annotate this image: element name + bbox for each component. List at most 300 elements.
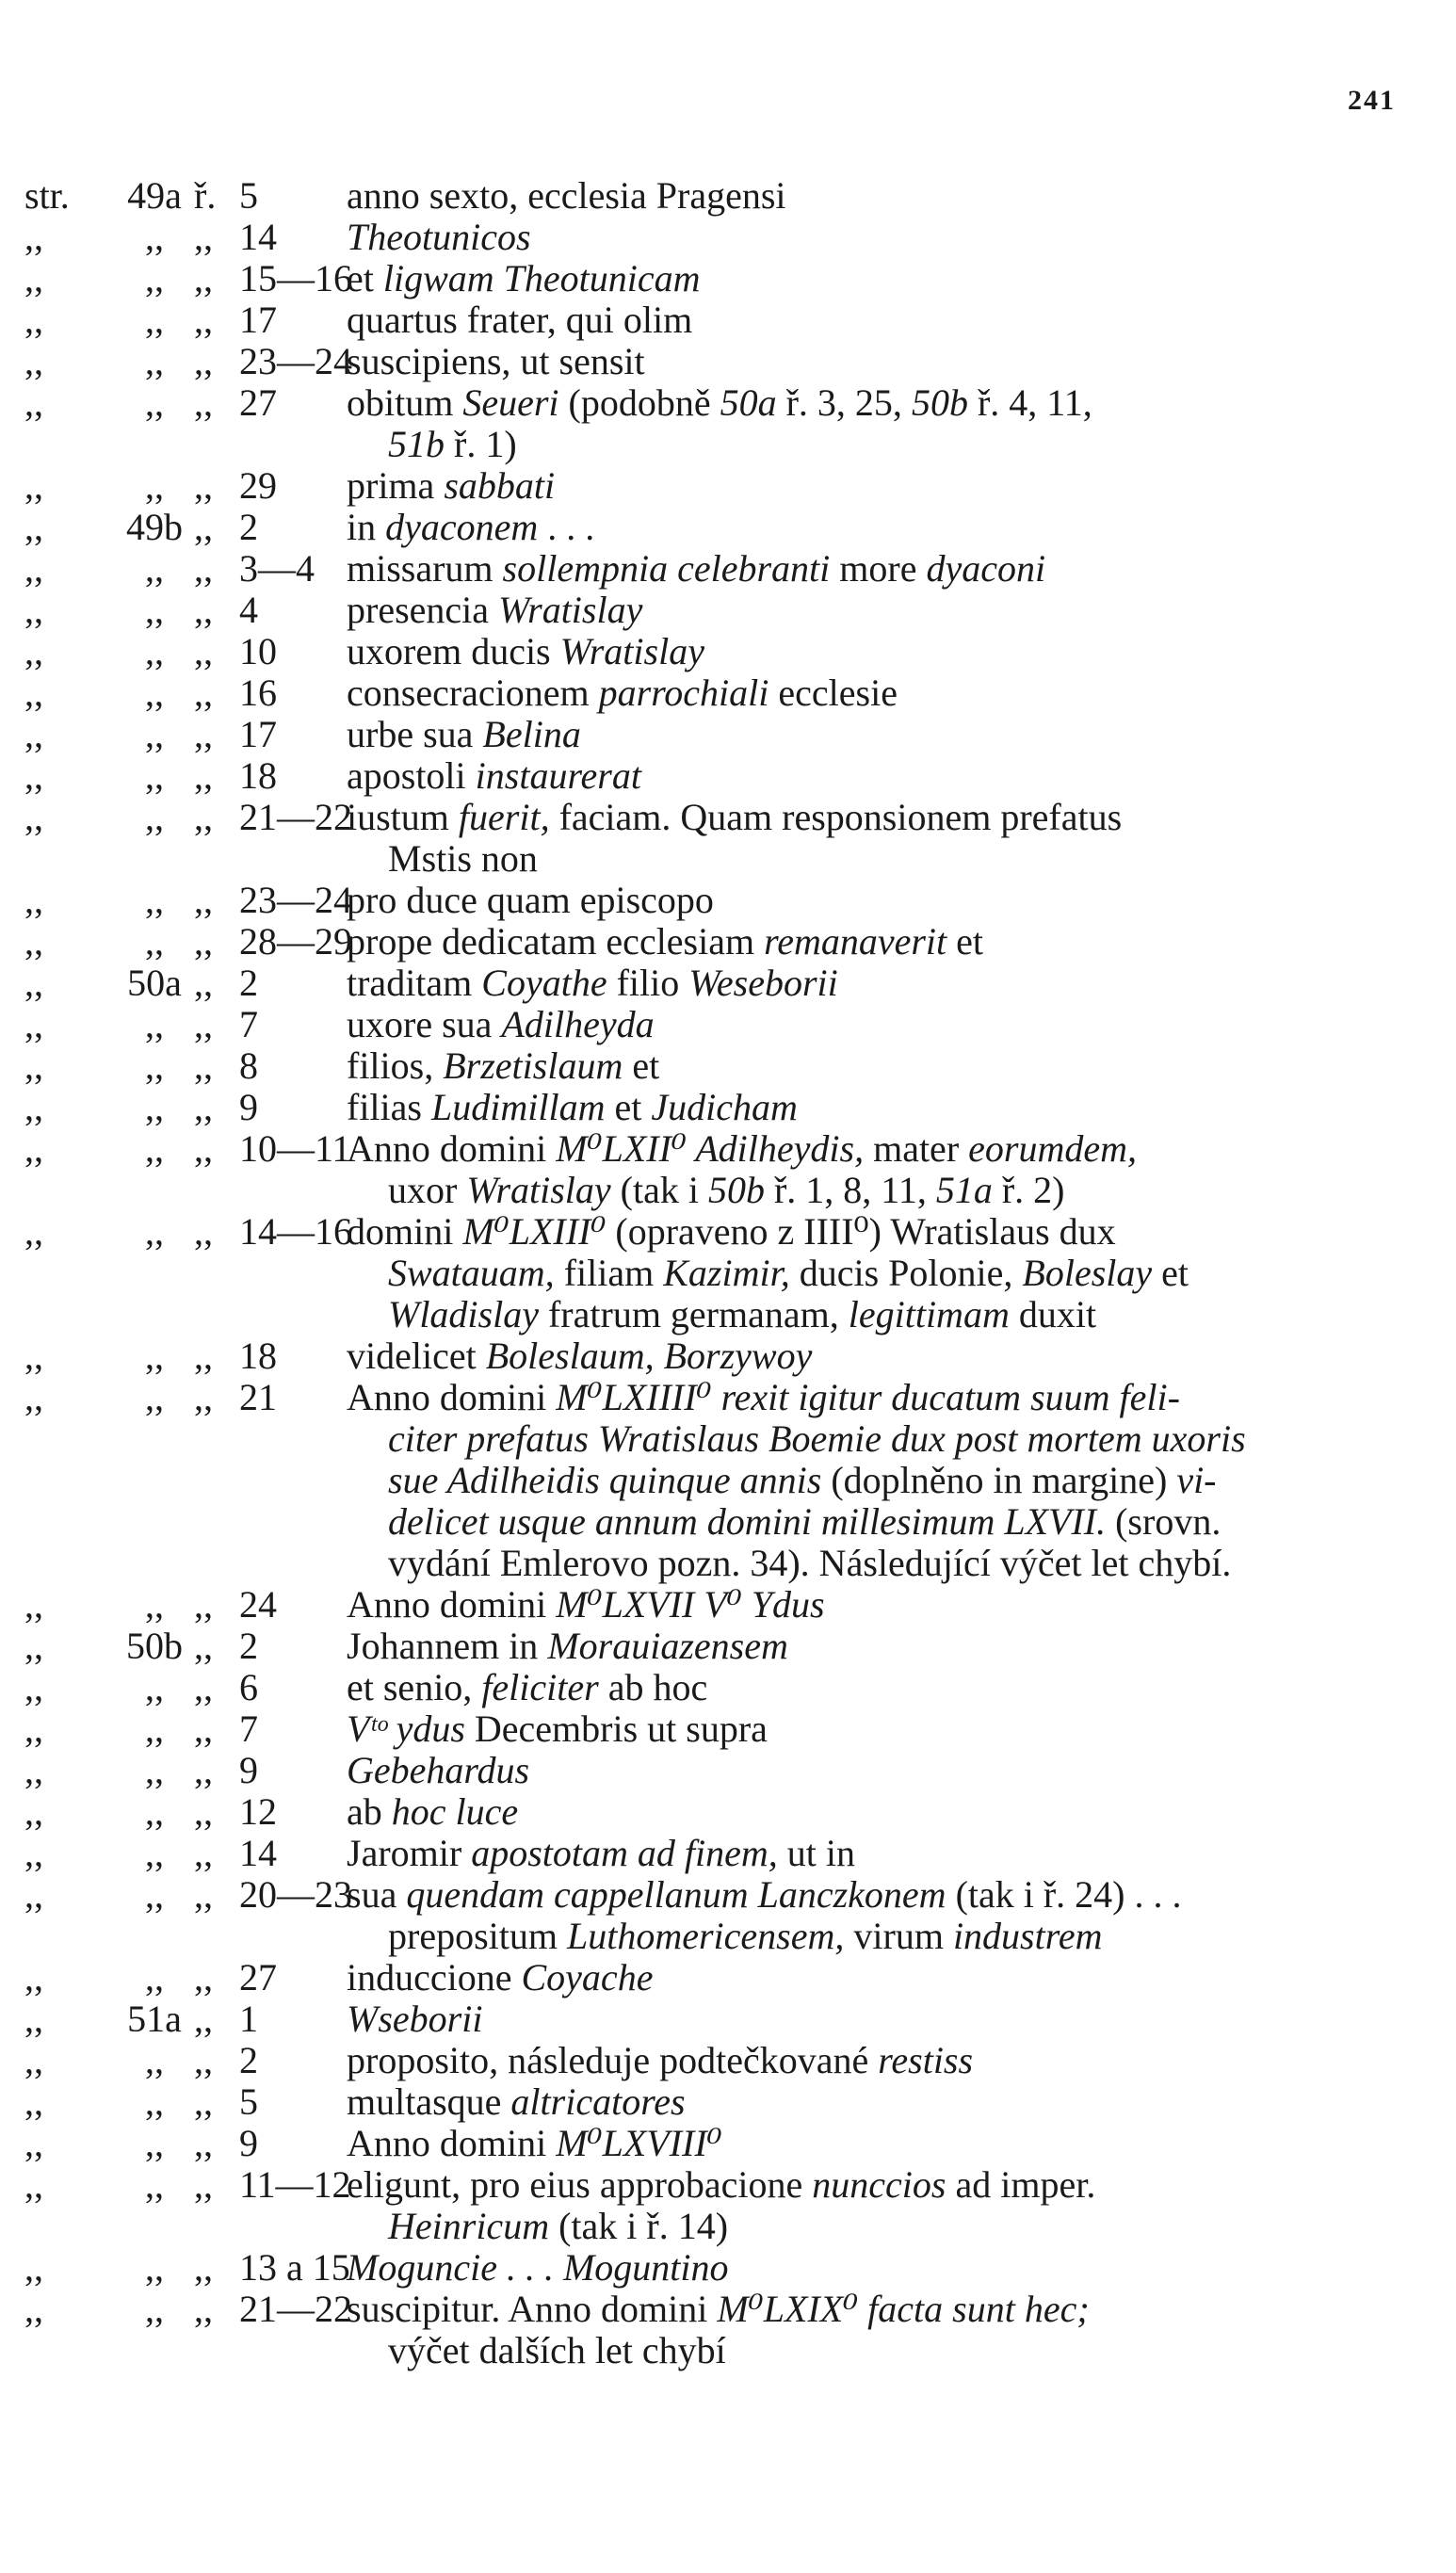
italic-text: Brzetislaum [443,1044,623,1087]
ref-page: ,, [145,630,164,672]
entry-text [347,1750,1401,1791]
italic-text: apostotam ad finem, [471,1832,778,1874]
ref-prefix: ,, [24,672,43,714]
ref-page: ,, [145,713,164,755]
ref-prefix: ,, [24,340,43,382]
ref-row-abbrev: ,, [194,340,213,382]
italic-text: delicet usque annum domini millesimum LXVII. [388,1500,1107,1543]
ref-line: 2 [239,506,258,548]
ref-page: ,, [145,1749,164,1791]
italic-text: 51a [935,1169,993,1211]
ref-page: ,, [145,257,164,299]
errata-entry [24,963,1401,1004]
text-segment: filiam [554,1252,664,1294]
italic-text: Seueri [462,381,559,424]
ref-prefix: ,, [24,1583,43,1626]
errata-entry [24,1335,1401,1377]
text-segment: Decembris ut supra [464,1707,768,1750]
italic-text: quendam cappellanum Lanczkonem [406,1873,946,1916]
italic-text: restiss [878,2039,974,2081]
text-segment: suscipiens, ut sensit [347,340,645,382]
ref-prefix: ,, [24,2163,43,2206]
ref-line: 13 a 15 [239,2246,350,2289]
ref-page: ,, [145,2122,164,2164]
italic-text: 51b [388,423,445,465]
text-segment: vydání Emlerovo pozn. 34). Následující výčet let chybí. [388,1542,1232,1584]
ref-row-abbrev: ,, [194,1044,213,1087]
ref-prefix: ,, [24,216,43,258]
italic-text: Moguncie . . . Moguntino [347,2246,729,2289]
ref-page: ,, [145,1707,164,1750]
errata-entry [24,880,1401,921]
ref-page: 49a [127,174,182,217]
text-segment: ad imper. [946,2163,1096,2206]
errata-entry [24,382,1401,465]
ref-page: ,, [145,920,164,963]
ref-row-abbrev: ,, [194,1873,213,1916]
text-segment: ř. 1, 8, 11, [764,1169,936,1211]
text-segment: (opraveno z IIII⁰) Wratislaus dux [606,1210,1116,1253]
text-segment: anno sexto, ecclesia Pragensi [347,174,786,217]
italic-text: M⁰LXII⁰ Adilheydis, [556,1127,865,1170]
entry-text [347,714,1401,755]
errata-entry [24,2040,1401,2081]
ref-line: 21 [239,1376,277,1418]
entry-continuation [347,1543,1401,1584]
ref-page: ,, [145,464,164,507]
ref-page: ,, [145,1832,164,1874]
entry-continuation [347,1916,1401,1957]
ref-row-abbrev: ,, [194,1956,213,1999]
errata-entry [24,2081,1401,2123]
errata-entry [24,590,1401,631]
ref-line: 17 [239,713,277,755]
ref-prefix: ,, [24,1210,43,1253]
ref-page: ,, [145,589,164,631]
entry-text [347,755,1401,797]
ref-prefix: ,, [24,2122,43,2164]
text-segment: Johannem in [347,1625,548,1667]
ref-row-abbrev: ,, [194,464,213,507]
italic-text: nunccios [812,2163,946,2206]
ref-line: 16 [239,672,277,714]
text-segment: Jaromir [347,1832,472,1874]
entry-text [347,382,1401,465]
ref-row-abbrev: ,, [194,1707,213,1750]
italic-text: 50a [720,381,777,424]
entry-text [347,1128,1401,1211]
ref-page: 51a [127,1998,182,2040]
text-segment: (tak i ř. 24) . . . [946,1873,1182,1916]
ref-prefix: ,, [24,2246,43,2289]
italic-text: Boleslaum, Borzywoy [485,1335,813,1377]
entry-continuation [347,2206,1401,2247]
italic-text: hoc luce [391,1790,519,1833]
italic-text: Heinricum [388,2205,550,2247]
ref-row-abbrev: ,, [194,2039,213,2081]
ref-page: ,, [145,1335,164,1377]
errata-entry [24,1087,1401,1128]
ref-row-abbrev: ,, [194,1086,213,1128]
entry-text [347,631,1401,672]
ref-row-abbrev: ,, [194,754,213,797]
entry-text [347,590,1401,631]
italic-text: Judicham [651,1086,798,1128]
ref-page: ,, [145,1873,164,1916]
entry-text [347,1087,1401,1128]
ref-prefix: ,, [24,464,43,507]
ref-line: 2 [239,962,258,1004]
entry-text [347,2123,1401,2164]
errata-entry [24,507,1401,548]
text-segment: et [623,1044,660,1087]
text-segment: traditam [347,962,482,1004]
ref-row-abbrev: ,, [194,299,213,341]
errata-entry [24,2123,1401,2164]
ref-row-abbrev: ,, [194,216,213,258]
errata-entry [24,1211,1401,1335]
errata-entry [24,1833,1401,1874]
ref-prefix: ,, [24,713,43,755]
ref-line: 27 [239,381,277,424]
ref-line: 9 [239,1749,258,1791]
ref-line: 17 [239,299,277,341]
text-segment: . . . [538,506,595,548]
text-segment: ř. 4, 11, [967,381,1092,424]
ref-row-abbrev: ,, [194,1210,213,1253]
errata-entry [24,341,1401,382]
ref-row-abbrev: ,, [194,2288,213,2330]
errata-entry [24,1128,1401,1211]
ref-row-abbrev: ,, [194,1666,213,1708]
ref-line: 23—24 [239,340,352,382]
text-segment: ř. 3, 25, [776,381,912,424]
italic-text: sabbati [444,464,556,507]
text-segment: in [347,506,386,548]
text-segment: iustum [347,796,459,838]
text-segment: (podobně [558,381,720,424]
italic-text: Ludimillam [430,1086,606,1128]
entry-continuation [347,1170,1401,1211]
text-segment: more [830,547,927,590]
ref-prefix: ,, [24,796,43,838]
ref-line: 28—29 [239,920,352,963]
text-segment: (srovn. [1106,1500,1221,1543]
italic-text: Wseborii [347,1998,483,2040]
ref-line: 7 [239,1707,258,1750]
ref-row-abbrev: ,, [194,1003,213,1045]
entry-text [347,1708,1401,1750]
ref-row-abbrev: ,, [194,962,213,1004]
ref-prefix: ,, [24,547,43,590]
ref-line: 1 [239,1998,258,2040]
ref-row-abbrev: ,, [194,1583,213,1626]
text-segment: Mstis non [388,837,538,880]
ref-prefix: ,, [24,1625,43,1667]
ref-prefix: ,, [24,1044,43,1087]
italic-text: Belina [482,713,581,755]
errata-entry [24,1377,1401,1584]
ref-row-abbrev: ,, [194,1625,213,1667]
entry-text [347,1584,1401,1626]
text-segment: uxor [388,1169,467,1211]
errata-entry [24,1004,1401,1045]
errata-entry [24,1750,1401,1791]
italic-text: vi- [1176,1459,1217,1501]
text-segment: missarum [347,547,503,590]
ref-line: 18 [239,1335,277,1377]
ref-line: 8 [239,1044,258,1087]
ref-row-abbrev: ,, [194,1335,213,1377]
text-segment: virum [844,1915,953,1957]
ref-page: ,, [145,672,164,714]
text-segment: (doplněno in margine) [821,1459,1177,1501]
ref-prefix: ,, [24,2288,43,2330]
text-segment: prope dedicatam ecclesiam [347,920,765,963]
ref-prefix: ,, [24,1749,43,1791]
ref-prefix: ,, [24,962,43,1004]
italic-text: dyaconi [926,547,1046,590]
errata-entry [24,1999,1401,2040]
text-segment: filios, [347,1044,444,1087]
entry-text [347,1667,1401,1708]
ref-row-abbrev: ř. [194,174,217,217]
entry-text [347,1999,1401,2040]
text-segment: prepositum [388,1915,567,1957]
ref-page: ,, [145,1956,164,1999]
ref-row-abbrev: ,, [194,672,213,714]
errata-entry [24,548,1401,590]
text-segment: (tak i ř. 14) [549,2205,729,2247]
italic-text: eorumdem, [968,1127,1137,1170]
ref-prefix: ,, [24,920,43,963]
ref-page: ,, [145,340,164,382]
text-segment: ecclesie [768,672,898,714]
entry-text [347,963,1401,1004]
text-segment: výčet dalších let chybí [388,2329,726,2371]
entry-text [347,1791,1401,1833]
errata-entry [24,2289,1401,2371]
errata-entry [24,1667,1401,1708]
entry-text [347,341,1401,382]
text-segment: urbe sua [347,713,483,755]
entry-text [347,797,1401,880]
ref-line: 24 [239,1583,277,1626]
italic-text: Boleslay [1022,1252,1153,1294]
ref-page: ,, [145,2163,164,2206]
ref-line: 2 [239,1625,258,1667]
italic-text: Theotunicos [347,216,531,258]
italic-text: Wratislay [498,589,643,631]
italic-text: Coyathe [481,962,607,1004]
ref-prefix: ,, [24,754,43,797]
ref-row-abbrev: ,, [194,1998,213,2040]
ref-line: 21—22 [239,2288,352,2330]
ref-prefix: ,, [24,1086,43,1128]
ref-page: 50a [127,962,182,1004]
ref-page: ,, [145,1044,164,1087]
ref-line: 6 [239,1666,258,1708]
ref-line: 18 [239,754,277,797]
ref-prefix: ,, [24,879,43,921]
italic-text: Kazimir, [663,1252,790,1294]
ref-prefix: str. [24,174,70,217]
ref-row-abbrev: ,, [194,1127,213,1170]
ref-prefix: ,, [24,2080,43,2123]
ref-line: 4 [239,589,258,631]
errata-entry [24,1791,1401,1833]
ref-page: ,, [145,1086,164,1128]
text-segment: mater [864,1127,969,1170]
entry-text [347,299,1401,341]
ref-prefix: ,, [24,1127,43,1170]
italic-text: M⁰LXIIII⁰ rexit igitur ducatum suum feli- [556,1376,1180,1418]
entry-text [347,1335,1401,1377]
ref-page: ,, [145,1127,164,1170]
italic-text: ligwam Theotunicam [382,257,701,299]
entry-text [347,175,1401,217]
ref-page: ,, [145,754,164,797]
ref-row-abbrev: ,, [194,257,213,299]
entry-text [347,1626,1401,1667]
entry-text [347,1377,1401,1584]
page-number: 241 [1348,85,1396,116]
ref-page: ,, [145,2039,164,2081]
ref-line: 14—16 [239,1210,352,1253]
italic-text: Luthomericensem, [566,1915,845,1957]
errata-entry [24,1584,1401,1626]
ref-row-abbrev: ,, [194,630,213,672]
ref-row-abbrev: ,, [194,796,213,838]
text-segment: apostoli [347,754,476,797]
text-segment: (tak i [610,1169,708,1211]
ref-prefix: ,, [24,1832,43,1874]
ref-prefix: ,, [24,1335,43,1377]
ref-row-abbrev: ,, [194,920,213,963]
ref-page: ,, [145,547,164,590]
italic-text: instaurerat [475,754,641,797]
ref-prefix: ,, [24,1376,43,1418]
ref-line: 21—22 [239,796,352,838]
ref-row-abbrev: ,, [194,2080,213,2123]
ref-prefix: ,, [24,1956,43,1999]
italic-text: Morauiazensem [547,1625,788,1667]
text-segment: Anno domini [347,2122,557,2164]
ref-page: 49b [126,506,183,548]
errata-entry [24,672,1401,714]
text-segment: uxore sua [347,1003,502,1045]
italic-text: dyaconem [385,506,539,548]
text-segment: induccione [347,1956,522,1999]
italic-text: industrem [952,1915,1103,1957]
ref-row-abbrev: ,, [194,547,213,590]
entry-text [347,1211,1401,1335]
text-segment: ř. 2) [992,1169,1065,1211]
ref-row-abbrev: ,, [194,2246,213,2289]
ref-prefix: ,, [24,506,43,548]
text-segment: Anno domini [347,1376,557,1418]
entry-continuation [347,2330,1401,2371]
entry-text [347,465,1401,507]
italic-text: sue Adilheidis quinque annis [388,1459,822,1501]
errata-entry [24,1708,1401,1750]
ref-line: 12 [239,1790,277,1833]
ref-prefix: ,, [24,1998,43,2040]
text-segment: et [1152,1252,1189,1294]
ref-row-abbrev: ,, [194,1790,213,1833]
errata-entry [24,755,1401,797]
text-segment: eligunt, pro eius approbacione [347,2163,813,2206]
text-segment: pro duce quam episcopo [347,879,714,921]
entry-text [347,2040,1401,2081]
errata-entry [24,797,1401,880]
ref-line: 9 [239,1086,258,1128]
ref-page: ,, [145,1210,164,1253]
errata-entry [24,631,1401,672]
errata-entry [24,1874,1401,1957]
italic-text: M⁰LXVII V⁰ Ydus [556,1583,825,1626]
italic-text: altricatores [510,2080,686,2123]
italic-text: Weseborii [688,962,838,1004]
text-segment: ab [347,1790,392,1833]
italic-text: Wratislay [466,1169,611,1211]
entry-continuation [347,838,1401,880]
ref-line: 5 [239,2080,258,2123]
entry-text [347,2289,1401,2371]
errata-entry [24,258,1401,299]
entry-text [347,507,1401,548]
errata-entry [24,1957,1401,1999]
ref-row-abbrev: ,, [194,506,213,548]
ref-line: 29 [239,464,277,507]
italic-text: 50b [707,1169,765,1211]
ref-line: 3—4 [239,547,315,590]
text-segment: quartus frater, qui olim [347,299,693,341]
ref-page: ,, [145,299,164,341]
text-segment: duxit [1009,1293,1097,1335]
ref-page: ,, [145,2246,164,2289]
italic-text: Vᵗᵒ ydus [347,1707,465,1750]
italic-text: legittimam [848,1293,1010,1335]
errata-list [24,175,1401,2371]
italic-text: Swatauam, [388,1252,555,1294]
entry-continuation [347,1460,1401,1501]
ref-row-abbrev: ,, [194,1749,213,1791]
ref-page: ,, [145,2080,164,2123]
ref-line: 23—24 [239,879,352,921]
entry-continuation [347,1501,1401,1543]
errata-entry [24,1045,1401,1087]
entry-text [347,1004,1401,1045]
ref-prefix: ,, [24,1873,43,1916]
errata-entry [24,1626,1401,1667]
ref-row-abbrev: ,, [194,1832,213,1874]
entry-text [347,217,1401,258]
ref-page: ,, [145,2288,164,2330]
errata-entry [24,921,1401,963]
text-segment: presencia [347,589,499,631]
ref-row-abbrev: ,, [194,589,213,631]
ref-prefix: ,, [24,1003,43,1045]
ref-row-abbrev: ,, [194,2163,213,2206]
italic-text: M⁰LXIX⁰ facta sunt hec; [717,2288,1090,2330]
text-segment: et [946,920,984,963]
ref-line: 15—16 [239,257,352,299]
ref-line: 14 [239,216,277,258]
italic-text: remanaverit [764,920,947,963]
text-segment: filio [607,962,689,1004]
italic-text: Adilheyda [501,1003,655,1045]
